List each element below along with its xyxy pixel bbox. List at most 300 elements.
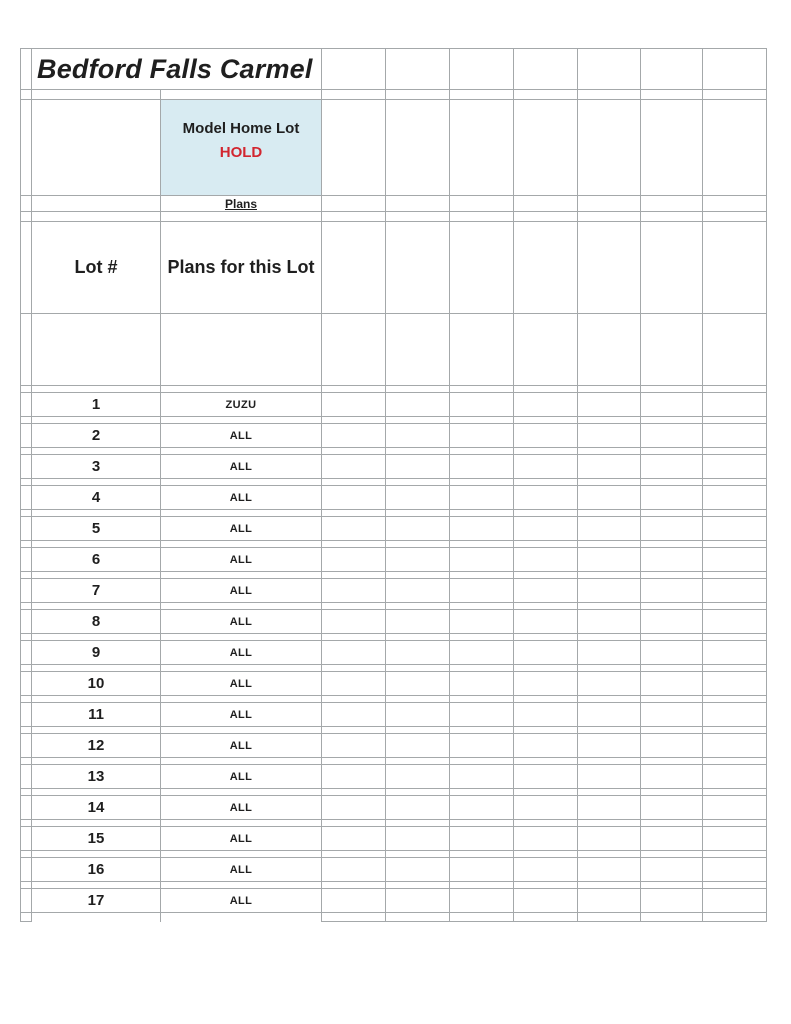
empty-cell — [703, 734, 767, 758]
empty-cell — [578, 672, 641, 696]
empty-cell — [641, 610, 703, 634]
empty-cell — [641, 572, 703, 579]
plan-cell: ALL — [161, 734, 322, 758]
empty-cell — [450, 820, 514, 827]
empty-cell — [386, 548, 450, 572]
empty-cell — [386, 517, 450, 541]
spacer-row — [21, 448, 767, 455]
empty-cell — [450, 486, 514, 510]
empty-cell — [32, 665, 161, 672]
spacer-row — [21, 541, 767, 548]
empty-cell — [386, 796, 450, 820]
empty-cell — [322, 393, 386, 417]
empty-cell — [450, 90, 514, 100]
empty-cell — [450, 517, 514, 541]
empty-cell — [32, 634, 161, 641]
empty-cell — [322, 448, 386, 455]
empty-cell — [386, 314, 450, 386]
empty-cell — [578, 758, 641, 765]
lot-number-cell: 5 — [32, 517, 161, 541]
empty-cell — [514, 90, 578, 100]
empty-cell — [32, 510, 161, 517]
empty-cell — [32, 820, 161, 827]
empty-cell — [641, 548, 703, 572]
empty-cell — [514, 827, 578, 851]
empty-cell — [322, 889, 386, 913]
empty-cell — [32, 882, 161, 889]
empty-cell — [578, 314, 641, 386]
plan-cell: ALL — [161, 796, 322, 820]
plan-cell: ALL — [161, 424, 322, 448]
lot-number-cell: 10 — [32, 672, 161, 696]
empty-cell — [450, 734, 514, 758]
margin-cell — [21, 641, 32, 665]
empty-cell — [322, 858, 386, 882]
empty-cell — [386, 393, 450, 417]
empty-cell — [514, 386, 578, 393]
empty-cell — [641, 417, 703, 424]
spacer-row — [21, 758, 767, 765]
empty-cell — [578, 820, 641, 827]
empty-cell — [322, 314, 386, 386]
empty-cell — [703, 851, 767, 858]
lot-number-cell: 6 — [32, 548, 161, 572]
empty-cell — [641, 634, 703, 641]
empty-cell — [641, 479, 703, 486]
margin-cell — [21, 100, 32, 196]
empty-cell — [161, 882, 322, 889]
empty-cell — [322, 603, 386, 610]
empty-cell — [514, 696, 578, 703]
empty-cell — [322, 796, 386, 820]
lot-number-cell: 16 — [32, 858, 161, 882]
empty-cell — [514, 424, 578, 448]
lot-row — [21, 455, 767, 479]
plan-cell: ALL — [161, 455, 322, 479]
empty-cell — [578, 386, 641, 393]
empty-cell — [450, 634, 514, 641]
empty-cell — [641, 100, 703, 196]
empty-cell — [386, 510, 450, 517]
empty-cell — [514, 417, 578, 424]
empty-cell — [641, 393, 703, 417]
empty-cell — [386, 417, 450, 424]
empty-cell — [450, 314, 514, 386]
empty-cell — [32, 100, 161, 196]
empty-cell — [450, 541, 514, 548]
empty-cell — [161, 386, 322, 393]
plan-cell: ALL — [161, 641, 322, 665]
empty-cell — [386, 889, 450, 913]
empty-cell — [578, 100, 641, 196]
empty-cell — [386, 49, 450, 90]
margin-cell — [21, 572, 32, 579]
margin-cell — [21, 212, 32, 222]
empty-cell — [578, 641, 641, 665]
plan-cell: ALL — [161, 517, 322, 541]
empty-cell — [641, 765, 703, 789]
empty-cell — [322, 734, 386, 758]
empty-cell — [32, 913, 161, 922]
spacer-row — [21, 789, 767, 796]
empty-cell — [450, 212, 514, 222]
header-section — [21, 49, 767, 386]
empty-cell — [386, 665, 450, 672]
empty-cell — [450, 448, 514, 455]
empty-cell — [32, 417, 161, 424]
spacer-row — [21, 727, 767, 734]
lot-row — [21, 796, 767, 820]
empty-cell — [703, 641, 767, 665]
empty-cell — [578, 796, 641, 820]
lot-number-cell: 9 — [32, 641, 161, 665]
empty-cell — [450, 100, 514, 196]
lot-row — [21, 889, 767, 913]
empty-cell — [514, 541, 578, 548]
empty-cell — [386, 455, 450, 479]
empty-cell — [450, 789, 514, 796]
empty-cell — [514, 100, 578, 196]
plan-cell: ALL — [161, 548, 322, 572]
empty-cell — [578, 727, 641, 734]
empty-cell — [641, 703, 703, 727]
margin-cell — [21, 634, 32, 641]
margin-cell — [21, 789, 32, 796]
empty-cell — [703, 603, 767, 610]
column-header-row — [21, 222, 767, 314]
empty-cell — [386, 634, 450, 641]
empty-cell — [322, 672, 386, 696]
empty-cell — [161, 696, 322, 703]
empty-cell — [578, 548, 641, 572]
empty-cell — [322, 727, 386, 734]
empty-cell — [386, 603, 450, 610]
margin-cell — [21, 913, 32, 922]
empty-cell — [32, 603, 161, 610]
empty-cell — [386, 672, 450, 696]
empty-cell — [322, 424, 386, 448]
margin-cell — [21, 479, 32, 486]
empty-cell — [578, 913, 641, 922]
margin-cell — [21, 820, 32, 827]
empty-cell — [161, 758, 322, 765]
empty-cell — [322, 610, 386, 634]
empty-cell — [322, 49, 386, 90]
lot-number-cell: 2 — [32, 424, 161, 448]
empty-cell — [386, 541, 450, 548]
empty-cell — [514, 510, 578, 517]
margin-cell — [21, 665, 32, 672]
empty-cell — [322, 572, 386, 579]
model-home-hold-stack — [161, 121, 321, 160]
lot-row — [21, 672, 767, 696]
model-home-hold-cell — [161, 100, 322, 196]
empty-cell — [450, 424, 514, 448]
empty-cell — [386, 696, 450, 703]
empty-cell — [703, 517, 767, 541]
empty-cell — [322, 765, 386, 789]
empty-cell — [32, 196, 161, 212]
empty-cell — [386, 100, 450, 196]
empty-cell — [514, 393, 578, 417]
lot-number-cell: 3 — [32, 455, 161, 479]
lot-row — [21, 734, 767, 758]
margin-cell — [21, 758, 32, 765]
lot-rows-section — [21, 386, 767, 913]
empty-cell — [641, 510, 703, 517]
empty-cell — [32, 212, 161, 222]
empty-cell — [450, 603, 514, 610]
empty-cell — [703, 703, 767, 727]
spacer-row — [21, 212, 767, 222]
empty-cell — [641, 386, 703, 393]
plan-cell: ALL — [161, 827, 322, 851]
empty-cell — [641, 820, 703, 827]
plans-link[interactable]: Plans — [224, 196, 257, 211]
empty-cell — [578, 610, 641, 634]
empty-cell — [703, 510, 767, 517]
lot-row — [21, 765, 767, 789]
spacer-row — [21, 882, 767, 889]
margin-cell — [21, 486, 32, 510]
empty-cell — [322, 882, 386, 889]
lot-row — [21, 517, 767, 541]
blank-row — [21, 314, 767, 386]
empty-cell — [322, 510, 386, 517]
empty-cell — [578, 510, 641, 517]
margin-cell — [21, 851, 32, 858]
empty-cell — [703, 486, 767, 510]
margin-cell — [21, 517, 32, 541]
empty-cell — [322, 486, 386, 510]
empty-cell — [322, 634, 386, 641]
empty-cell — [641, 212, 703, 222]
empty-cell — [578, 393, 641, 417]
empty-cell — [578, 703, 641, 727]
empty-cell — [641, 579, 703, 603]
empty-cell — [578, 90, 641, 100]
empty-cell — [578, 212, 641, 222]
empty-cell — [703, 572, 767, 579]
empty-cell — [703, 222, 767, 314]
empty-cell — [322, 703, 386, 727]
empty-cell — [322, 196, 386, 212]
empty-cell — [578, 541, 641, 548]
plans-link-cell — [161, 196, 322, 212]
empty-cell — [703, 90, 767, 100]
empty-cell — [386, 789, 450, 796]
empty-cell — [32, 572, 161, 579]
empty-cell — [450, 641, 514, 665]
lot-row — [21, 703, 767, 727]
spacer-row — [21, 634, 767, 641]
empty-cell — [641, 424, 703, 448]
empty-cell — [641, 448, 703, 455]
empty-cell — [578, 889, 641, 913]
empty-cell — [578, 579, 641, 603]
empty-cell — [641, 758, 703, 765]
empty-cell — [161, 913, 322, 922]
empty-cell — [514, 858, 578, 882]
empty-cell — [703, 479, 767, 486]
empty-cell — [322, 90, 386, 100]
empty-cell — [450, 196, 514, 212]
empty-cell — [322, 641, 386, 665]
model-home-label: Model Home Lot — [182, 120, 300, 137]
empty-cell — [386, 222, 450, 314]
empty-cell — [450, 889, 514, 913]
margin-cell — [21, 734, 32, 758]
empty-cell — [514, 634, 578, 641]
lot-number-cell: 7 — [32, 579, 161, 603]
margin-cell — [21, 448, 32, 455]
margin-cell — [21, 510, 32, 517]
empty-cell — [641, 858, 703, 882]
margin-cell — [21, 90, 32, 100]
empty-cell — [322, 212, 386, 222]
empty-cell — [578, 479, 641, 486]
lot-number-cell: 11 — [32, 703, 161, 727]
empty-cell — [703, 827, 767, 851]
lot-number-cell: 1 — [32, 393, 161, 417]
empty-cell — [386, 882, 450, 889]
empty-cell — [703, 765, 767, 789]
empty-cell — [386, 641, 450, 665]
plan-cell: ZUZU — [161, 393, 322, 417]
hold-label: HOLD — [219, 144, 263, 161]
empty-cell — [450, 579, 514, 603]
empty-cell — [450, 727, 514, 734]
empty-cell — [703, 796, 767, 820]
empty-cell — [514, 479, 578, 486]
empty-cell — [450, 827, 514, 851]
empty-cell — [514, 517, 578, 541]
empty-cell — [386, 827, 450, 851]
empty-cell — [514, 889, 578, 913]
empty-cell — [386, 913, 450, 922]
margin-cell — [21, 765, 32, 789]
empty-cell — [578, 424, 641, 448]
empty-cell — [514, 882, 578, 889]
lot-number-cell: 12 — [32, 734, 161, 758]
empty-cell — [450, 417, 514, 424]
empty-cell — [641, 796, 703, 820]
margin-cell — [21, 393, 32, 417]
empty-cell — [578, 603, 641, 610]
lot-number-header: Lot # — [32, 222, 161, 314]
model-home-row — [21, 100, 767, 196]
empty-cell — [386, 424, 450, 448]
margin-cell — [21, 424, 32, 448]
empty-cell — [641, 486, 703, 510]
empty-cell — [450, 765, 514, 789]
empty-cell — [322, 579, 386, 603]
margin-cell — [21, 727, 32, 734]
empty-cell — [578, 517, 641, 541]
empty-cell — [641, 222, 703, 314]
empty-cell — [703, 49, 767, 90]
empty-cell — [322, 851, 386, 858]
empty-cell — [386, 212, 450, 222]
plan-cell: ALL — [161, 610, 322, 634]
empty-cell — [322, 548, 386, 572]
empty-cell — [514, 572, 578, 579]
empty-cell — [322, 789, 386, 796]
empty-cell — [161, 541, 322, 548]
empty-cell — [161, 510, 322, 517]
empty-cell — [578, 851, 641, 858]
margin-cell — [21, 196, 32, 212]
empty-cell — [386, 572, 450, 579]
empty-cell — [386, 579, 450, 603]
spacer-row — [21, 665, 767, 672]
empty-cell — [514, 455, 578, 479]
empty-cell — [32, 851, 161, 858]
empty-cell — [578, 222, 641, 314]
plan-cell: ALL — [161, 858, 322, 882]
empty-cell — [641, 882, 703, 889]
margin-cell — [21, 386, 32, 393]
empty-cell — [450, 672, 514, 696]
empty-cell — [641, 541, 703, 548]
empty-cell — [578, 196, 641, 212]
empty-cell — [32, 727, 161, 734]
empty-cell — [161, 212, 322, 222]
margin-cell — [21, 796, 32, 820]
lot-row — [21, 827, 767, 851]
empty-cell — [450, 858, 514, 882]
empty-cell — [514, 765, 578, 789]
margin-cell — [21, 579, 32, 603]
title-row — [21, 49, 767, 90]
spacer-row — [21, 510, 767, 517]
empty-cell — [641, 827, 703, 851]
plan-cell: ALL — [161, 703, 322, 727]
empty-cell — [514, 665, 578, 672]
page-title: Bedford Falls Carmel — [32, 49, 322, 90]
margin-cell — [21, 603, 32, 610]
lot-row — [21, 486, 767, 510]
empty-cell — [161, 851, 322, 858]
lots-table — [20, 48, 767, 922]
empty-cell — [450, 851, 514, 858]
empty-cell — [161, 90, 322, 100]
empty-cell — [514, 727, 578, 734]
empty-cell — [161, 448, 322, 455]
empty-cell — [578, 455, 641, 479]
margin-cell — [21, 222, 32, 314]
empty-cell — [703, 579, 767, 603]
empty-cell — [514, 913, 578, 922]
empty-cell — [322, 820, 386, 827]
empty-cell — [322, 479, 386, 486]
empty-cell — [450, 49, 514, 90]
plan-cell: ALL — [161, 672, 322, 696]
empty-cell — [641, 734, 703, 758]
empty-cell — [703, 386, 767, 393]
margin-cell — [21, 827, 32, 851]
empty-cell — [703, 696, 767, 703]
empty-cell — [703, 882, 767, 889]
empty-cell — [703, 212, 767, 222]
margin-cell — [21, 610, 32, 634]
empty-cell — [578, 858, 641, 882]
empty-cell — [161, 789, 322, 796]
empty-cell — [514, 672, 578, 696]
empty-cell — [578, 696, 641, 703]
plans-header: Plans for this Lot — [161, 222, 322, 314]
empty-cell — [32, 479, 161, 486]
